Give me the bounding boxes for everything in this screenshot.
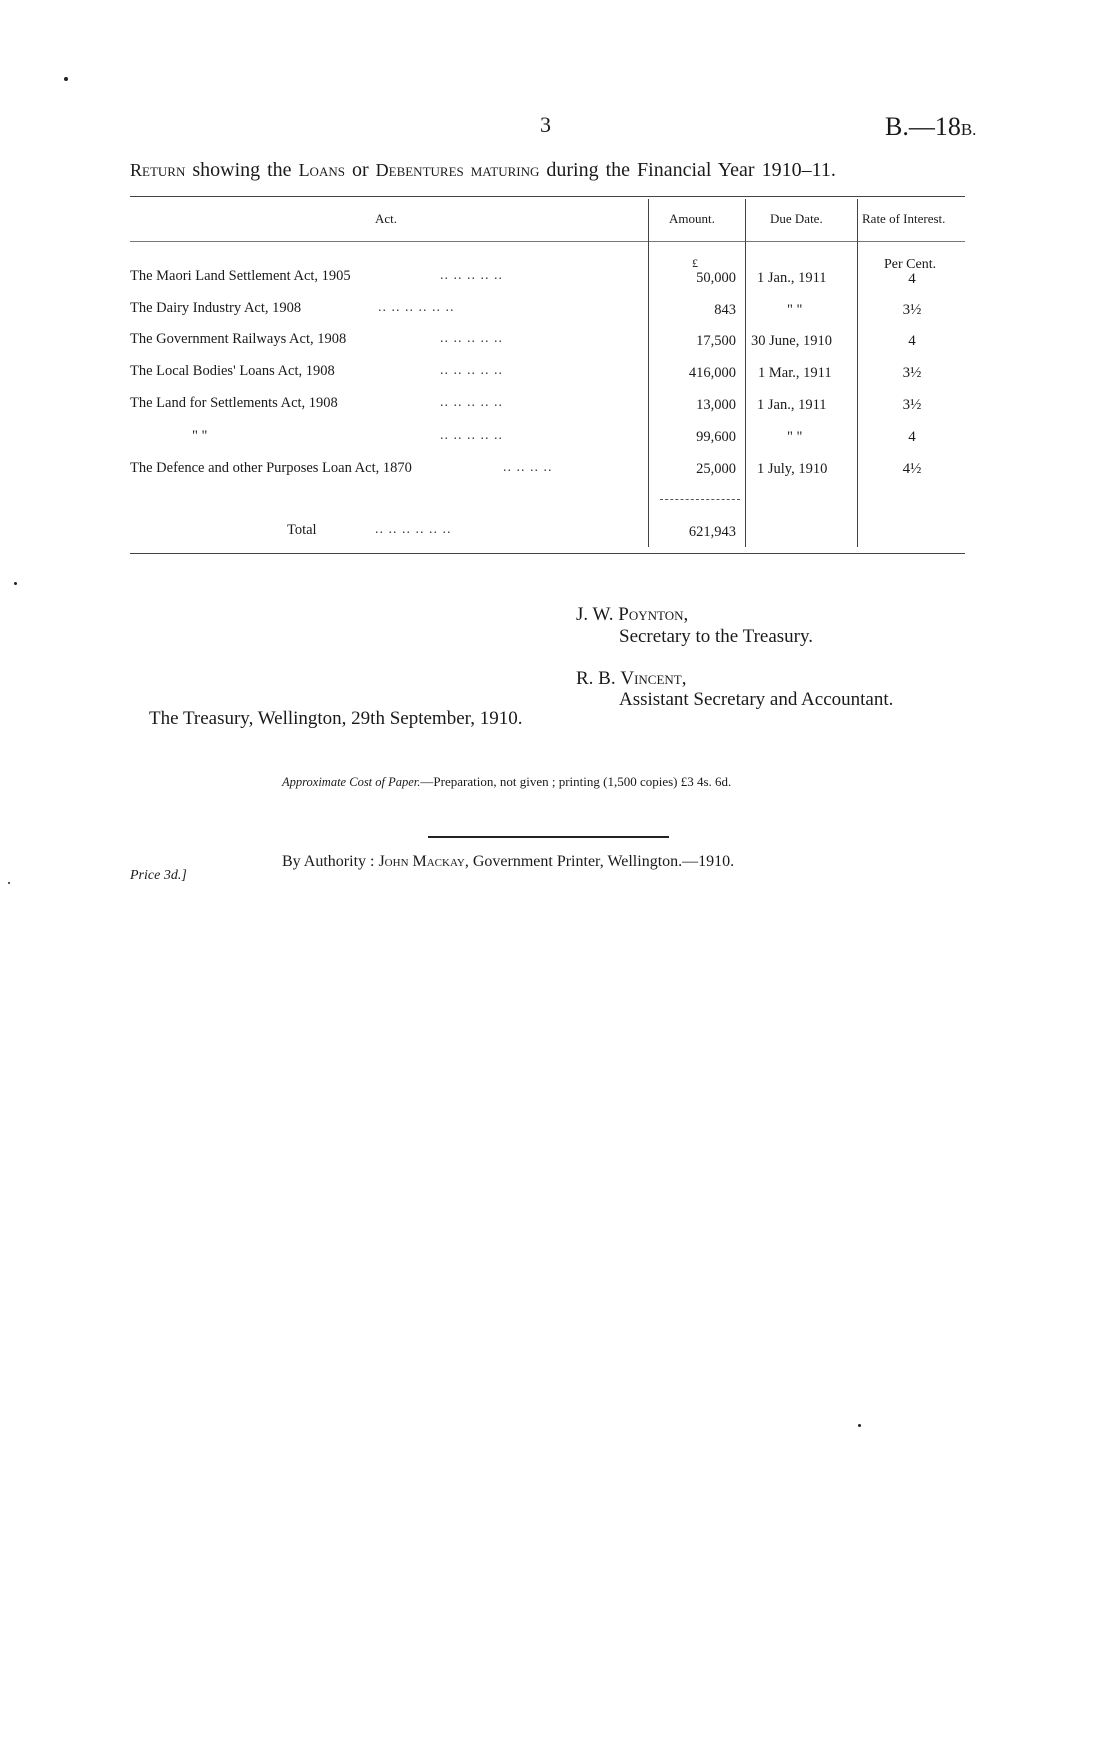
leader-dots: .. .. .. .. .. [440,395,503,410]
table-row-rate: 4 [908,271,916,287]
column-divider-amount [648,199,649,547]
table-row-amount: 416,000 [688,365,736,381]
title-maturing: maturing [470,160,540,180]
table-row-amount: 17,500 [696,333,736,349]
signatory-1-title: Secretary to the Treasury. [619,626,813,647]
scan-speck [858,1424,861,1427]
leader-dots: .. .. .. .. .. [440,331,503,346]
footer-rule [428,836,669,838]
table-row-rate: 3½ [902,365,922,381]
table-row-rate: 3½ [902,397,922,413]
total-amount: 621,943 [688,524,736,540]
printer-authority [282,853,734,871]
signatory-1-initials: J. W. [576,604,614,625]
leader-dots: .. .. .. .. .. .. [375,522,452,537]
table-row-rate: 3½ [902,302,922,318]
table-row-due-date: 1 Mar., 1911 [758,365,832,381]
table-bottom-rule [130,553,965,554]
rate-unit-label: Per Cent. [884,257,937,272]
table-row-amount: 843 [714,302,736,318]
printer-name: John Mackay, [378,853,469,870]
title-part1: showing the [192,159,292,181]
column-header-rate: Rate of Interest. [862,211,946,226]
leader-dots: .. .. .. .. .. [440,363,503,378]
price-note: Price 3d.] [130,868,187,883]
leader-dots: .. .. .. .. .. [440,268,503,283]
table-row-due-date: 1 Jan., 1911 [757,270,827,286]
table-row-rate: 4 [908,333,916,349]
table-top-rule [130,196,965,197]
authority-suffix: Government Printer, Wellington.—1910. [472,853,735,870]
column-header-act: Act. [375,211,398,226]
title-part2: during the Financial Year 1910–11. [546,159,836,181]
leader-dots: .. .. .. .. .. .. [378,300,455,315]
signatory-1-surname: Poynton, [618,604,689,625]
cost-text: —Preparation, not given ; printing (1,500 copies) £3 4s. 6d. [420,774,732,789]
signatory-2-initials: R. B. [576,668,616,689]
authority-prefix: By Authority : [282,853,375,870]
total-label: Total [287,522,317,538]
table-row-due-date: 1 July, 1910 [757,461,828,477]
title-loans: Loans [298,160,345,180]
table-row-amount: 13,000 [696,397,736,413]
signatory-2-surname: Vincent, [620,668,687,689]
table-row-act: The Maori Land Settlement Act, 1905 [130,268,351,284]
table-row-act: " " [192,428,208,444]
title-debentures: Debentures [375,160,464,180]
doc-ref-main: B.—18 [885,112,961,141]
signatory-1-name [576,604,688,626]
column-divider-due-date [745,199,746,547]
column-header-amount: Amount. [669,211,715,226]
doc-ref-suffix: B. [960,120,977,139]
title-or: or [351,159,369,181]
table-row-act: The Defence and other Purposes Loan Act, 1870 [130,460,412,476]
table-row-amount: 50,000 [696,270,736,286]
table-row-rate: 4 [908,429,916,445]
leader-dots: .. .. .. .. .. [440,428,503,443]
title-return: Return [130,160,186,180]
table-row-act: The Local Bodies' Loans Act, 1908 [130,363,335,379]
table-row-amount: 25,000 [696,461,736,477]
table-row-rate: 4½ [902,461,922,477]
signatory-2-name [576,668,687,690]
scan-speck [64,77,68,81]
table-row-act: The Government Railways Act, 1908 [130,331,347,347]
cost-label: Approximate Cost of Paper. [282,775,421,789]
currency-symbol: £ [692,256,698,270]
page-title [130,159,836,182]
table-row-amount: 99,600 [696,429,736,445]
approximate-cost-note [282,774,731,790]
table-row-due-date: 30 June, 1910 [751,333,832,349]
table-row-due-date: " " [787,429,803,445]
place-and-date: The Treasury, Wellington, 29th September, 1910. [149,708,523,729]
scan-speck [14,582,17,585]
header-bottom-rule [130,241,965,242]
table-row-act: The Land for Settlements Act, 1908 [130,395,338,411]
scan-speck [8,882,10,884]
table-row-act: The Dairy Industry Act, 1908 [130,300,302,316]
table-row-due-date: " " [787,302,803,318]
signatory-2-title: Assistant Secretary and Accountant. [619,689,894,710]
document-reference [885,112,976,142]
page-number: 3 [540,112,551,137]
table-row-due-date: 1 Jan., 1911 [757,397,827,413]
total-rule [660,499,740,500]
leader-dots: .. .. .. .. [503,460,553,475]
column-header-due-date: Due Date. [770,211,823,226]
